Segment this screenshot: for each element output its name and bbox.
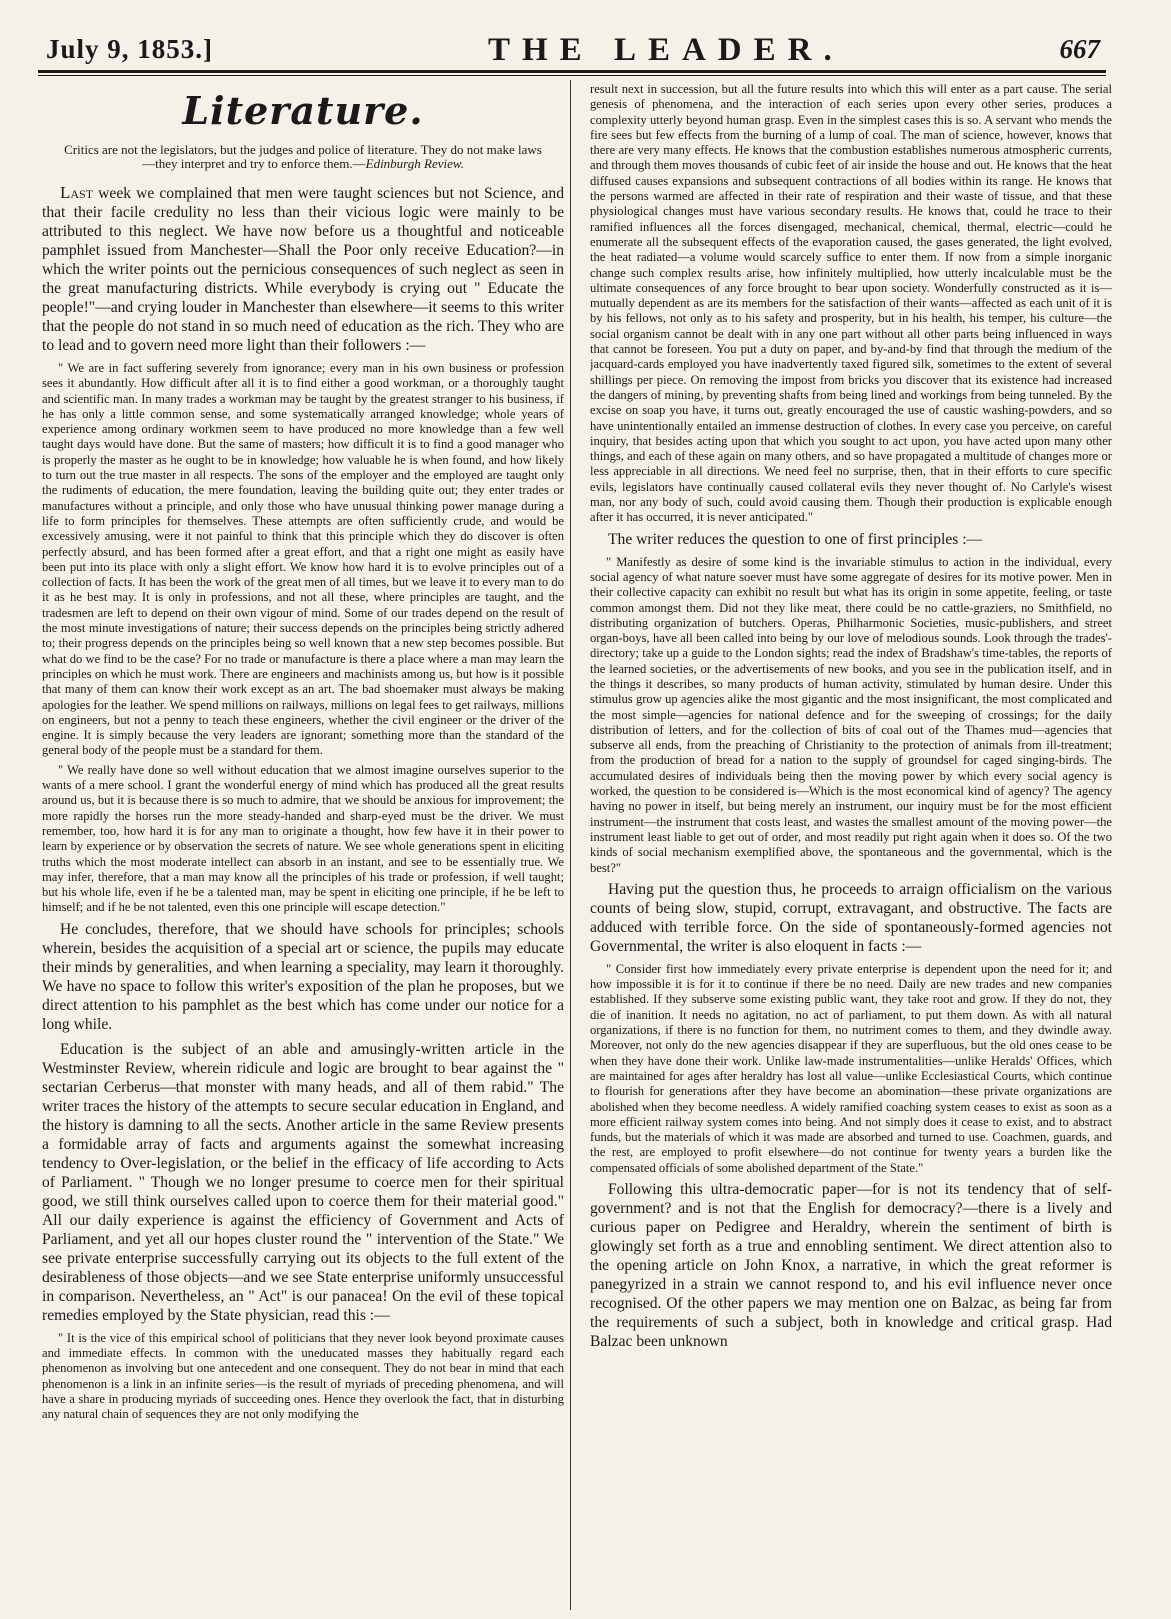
page-number: 667	[1059, 34, 1100, 64]
masthead-rule	[38, 70, 1106, 73]
epigraph	[62, 143, 544, 171]
quotation: " We are in fact suffering severely from ignorance; every man in his own business or profession sees it abundantly. How difficult after all it is to find either a good workman, or a thoroughly taught and scientific man. In many trades a workman may be taught by the greatest stranger to his business, if he has only a little common sense, and some systematically arranged knowledge; whole years of experience among ordinary workmen seem to have produced no more knowledge than a few well taught days would have done. But the same of masters; how difficult it is to find a good manager who is properly the master as he ought to be in knowledge; how valuable he is when found, and how likely to turn out the true master in all respects. The sons of the employer and the employed are taught only the rudiments of education, the mere foundation, leaving the building quite out; they enter trades or manufactures without a principle, and only those who have unusual thinking power manage during a life to form principles for themselves. These attempts are often sufficiently crude, and would be excessively amusing, were it not painful to think that this principle which they do discover is often perfectly absurd, and has been formed after a great effort, and that a right one might as easily have been put into its place with only a slight effort. We know how hard it is to evolve principles out of a collection of facts. It has been the work of the great men of all times, but we leave it to every man to do it as he best may. It is only in professions, and not all these, where principles are taught, and the tradesmen are left to depend on their own vigour of mind. Some of our trades depend on the result of the most minute investigations of nature; their success depends on the principles being strictly adhered to; their progress depends on the principles being so well known that a new step becomes possible. But what do we find to be the case? For no trade or manufacture is there a place where a man may learn the principles on which he must work. There are engineers and machinists among us, but how is it possible that many of them can know their work except as an art. The bad shoemaker must always be making apologies for the leather. We spend millions on railways, millions on legal fees to get railways, millions on engineers, but not a penny to teach these engineers, whether the civil engineer or the driver of the engine. It is simply because the very leaders are ignorant; something more than the standard of the general body of the people must be a standard for them.	[42, 361, 564, 758]
paragraph: He concludes, therefore, that we should have schools for principles; schools wherein, besides the acquisition of a special art or science, the pupils may educate their minds by generalities, and when learning a speciality, may learn it thoroughly. We have no space to follow this writer's exposition of the plan he proposes, but we direct attention to his pamphlet as the best which has come under our notice for a long while.	[42, 920, 564, 1033]
paragraph: Following this ultra-democratic paper—for is not its tendency that of self-government? and is not that the English for democracy?—there is a lively and curious paper on Pedigree and Heraldry, wherein the sentiment of birth is glowingly set forth as a true and ennobling sentiment. We direct attention also to the opening article on John Knox, a narrative, in which the great reformer is panegyrized in a strain we cannot respond to, and his evil influence never once recognised. Of the other papers we may mention one on Balzac, as being far from the requirements of such a subject, both in knowledge and critical grasp. Had Balzac been unknown	[590, 1181, 1112, 1350]
paragraph: Having put the question thus, he proceeds to arraign officialism on the various counts of being slow, stupid, corrupt, extravagant, and obstructive. The facts are adduced with terrible force. On the side of spontaneously-formed agencies not Governmental, the writer is also eloquent in facts :—	[590, 880, 1112, 955]
epigraph-text: Critics are not the legislators, but the judges and police of literature. They do not make laws—they interpret and try to enforce them.—	[64, 142, 542, 171]
quotation: " We really have done so well without education that we almost imagine ourselves superior to the wants of a mere school. I grant the wonderful energy of mind which has produced all the great results around us, but it is because there is so much to admire, that we should be anxious for improvement; the more rapidly the horses run the more steady-handed and sharp-eyed must be the driver. We must remember, too, how hard it is for any man to originate a thought, how few have it in their power to learn by experience or by observation the secrets of nature. We see whole generations spent in eliciting truths which the most moderate intellect can absorb in an instant, and see to be essentially true. We may infer, therefore, that a man may know all the principles of his trade or profession, if well taught; but his whole life, even if he be a talented man, may be spent in eliciting one principle, if he be left to himself; and if he be not talented, even this one principle will escape detection."	[42, 762, 564, 915]
drop-word: Last	[60, 183, 94, 202]
newspaper-title: THE LEADER.	[488, 32, 844, 68]
quotation-continued: result next in succession, but all the future results into which this will enter as a part cause. The serial genesis of phenomena, and the interaction of each series upon every other series, produces a complexity utterly beyond human grasp. Even in the simplest cases this is so. A servant who mends the fire sees but few effects from the burning of a lump of coal. The man of science, however, knows that there are very many effects. He knows that the combustion establishes numerous atmospheric currents, and through them moves thousands of cubic feet of air inside the house and out. He knows that the heat diffused causes expansions and subsequent contractions of all bodies within its range. He knows that the persons warmed are affected in their rate of respiration and their waste of tissue, and that these physiological changes must have various secondary results. He knows that, could he trace to their ramified influences all the forces disengaged, mechanical, chemical, thermal, electric—could he enumerate all the subsequent effects of the evaporation caused, the gases generated, the light evolved, the heat radiated—a volume would scarcely suffice to enter them. If now from a simple inorganic change such complex results arise, how infinitely multiplied, how utterly incalculable must be the ultimate consequences of any force brought to bear upon society. Wonderfully constructed as it is—mutually dependent as are its members for the satisfaction of their wants—affected as each unit of it is by his fellows, not only as to his safety and prosperity, but in his health, his temper, his culture—the social organism cannot be dealt with in any one part without all other parts being influenced in ways that cannot be foreseen. You put a duty on paper, and by-and-by find that through the medium of the jacquard-cards employed you have inadvertently taxed figured silk, sometimes to the extent of several shillings per piece. On removing the impost from bricks you discover that its existence had increased the dangers of mining, by preventing shafts from being lined and workings from being tunneled. By the excise on soap you have, it turns out, greatly encouraged the use of caustic washing-powders, and so have unintentionally entailed an immense destruction of clothes. In every case you perceive, on careful inquiry, that besides acting upon that which you sought to act upon, you have acted upon many other things, and each of these again on many others, and so have propagated a multitude of changes more or less appreciable in all directions. We need feel no surprise, then, that in their efforts to cure specific evils, legislators have continually caused collateral evils they never thought of. No Carlyle's wisest man, nor any body of such, could avoid causing them. Though their production is explicable enough after it has occurred, it is never anticipated."	[590, 82, 1112, 525]
section-title: Literature.	[182, 88, 424, 133]
masthead-rule-thin	[38, 75, 1106, 76]
masthead	[38, 30, 1106, 70]
paragraph-text: week we complained that men were taught sciences but not Science, and that their facile credulity no less than their vicious logic were mainly to be attributed to this neglect. We have now before us a thoughtful and noticeable pamphlet issued from Manchester—Shall the Poor only receive Education?—in which the writer points out the pernicious consequences of such neglect as seen in the great manufacturing districts. While everybody is crying out " Educate the people!"—and crying louder in Manchester than elsewhere—it seems to this writer that the people do not stand in so much need of education as the rich. They who are to lead and to govern need more light than their followers :—	[42, 185, 564, 354]
epigraph-source: Edinburgh Review.	[365, 156, 464, 171]
column-divider	[570, 80, 571, 1610]
paragraph	[42, 183, 564, 355]
paragraph: The writer reduces the question to one of first principles :—	[608, 530, 983, 548]
quotation: " It is the vice of this empirical school of politicians that they never look beyond proximate causes and immediate effects. In common with the uneducated masses they habitually regard each phenomenon as involving but one antecedent and one consequent. They do not bear in mind that each phenomenon is a link in an infinite series—is the result of myriads of preceding phenomena, and will have a share in producing myriads of succeeding ones. Hence they overlook the fact, that in disturbing any natural chain of sequences they are not only modifying the	[42, 1330, 564, 1422]
left-column	[42, 82, 564, 1612]
issue-date: July 9, 1853.]	[46, 34, 214, 64]
right-column	[590, 82, 1112, 1612]
paragraph: Education is the subject of an able and amusingly-written article in the Westminster Review, wherein ridicule and logic are brought to bear against the " sectarian Cerberus—that monster with many heads, and all of them rabid." The writer traces the history of the attempts to secure secular education in England, and the history is damning to all the sects. Another article in the same Review presents a formidable array of facts and arguments against the somewhat increasing tendency to Over-legislation, or the belief in the efficacy of life according to Acts of Parliament. " Though we no longer presume to coerce men for their spiritual good, we still think ourselves called upon to coerce them for their material good." All our daily experience is against the efficiency of Government and Acts of Parliament, and yet all our hopes cluster round the " intervention of the State." We see private enterprise successfully carrying out its objects to the full extent of the desirableness of those objects—and we see State enterprise uniformly unsuccessful in comparison. Nevertheless, an " Act" is our panacea! On the evil of these topical remedies employed by the State physician, read this :—	[42, 1040, 564, 1324]
quotation: " Consider first how immediately every private enterprise is dependent upon the need for it; and how impossible it is for it to continue if there be no need. Daily are new trades and new companies established. If they subserve some existing public want, they take root and grow. If they do not, they die of inanition. It needs no agitation, no act of parliament, to put them down. As with all natural organizations, if there is no function for them, no nutriment comes to them, and they dwindle away. Moreover, not only do the new agencies disappear if they are superfluous, but the old ones cease to be when they have done their work. Unlike law-made instrumentalities—unlike Heralds' Offices, which are maintained for ages after heraldry has lost all value—unlike Ecclesiastical Courts, which continue to flourish for generations after they have become an abomination—these private organizations are abolished when they become needless. A widely ramified coaching system ceases to exist as soon as a more efficient railway system comes into being. And not simply does it cease to exist, and to abstract funds, but the materials of which it was made are absorbed and turned to use. Coachmen, guards, and the rest, are employed to profit elsewhere—do not continue for twenty years a burden like the compensated officials of some abolished department of the State."	[590, 961, 1112, 1175]
quotation: " Manifestly as desire of some kind is the invariable stimulus to action in the individual, every social agency of what nature soever must have some aggregate of desires for its motive power. Men in their collective capacity can exhibit no result but what has its origin in some appetite, feeling, or taste common amongst them. Did not they like meat, there could be no cattle-graziers, no Smithfield, no distributing organization of butchers. Operas, Philharmonic Societies, music-publishers, and street organ-boys, have all been called into being by our love of melodious sounds. Look through the trades'-directory; take up a guide to the London sights; read the index of Bradshaw's time-tables, the reports of the learned societies, or the advertisements of new books, and you see in the publication itself, and in the things it describes, so many products of human activity, stimulated by human desire. Under this stimulus grow up agencies alike the most gigantic and the most insignificant, the most complicated and the most simple—agencies for national defence and for the sweeping of crossings; for the daily distribution of letters, and for the collection of bits of coal out of the Thames mud—agencies that subserve all ends, from the preaching of Christianity to the protection of animals from ill-treatment; from the production of bread for a nation to the supply of groundsel for caged singing-birds. The accumulated desires of individuals being then the moving power by which every social agency is worked, the question to be considered is—Which is the most economical kind of agency? The agency having no power in itself, but being merely an instrument, our inquiry must be for the most efficient instrument—the instrument that costs least, and wastes the smallest amount of the moving power—the instrument least liable to get out of order, and most readily put right again when it does so. Of the two kinds of social mechanism exemplified above, the spontaneous and the governmental, which is the best?"	[590, 554, 1112, 875]
